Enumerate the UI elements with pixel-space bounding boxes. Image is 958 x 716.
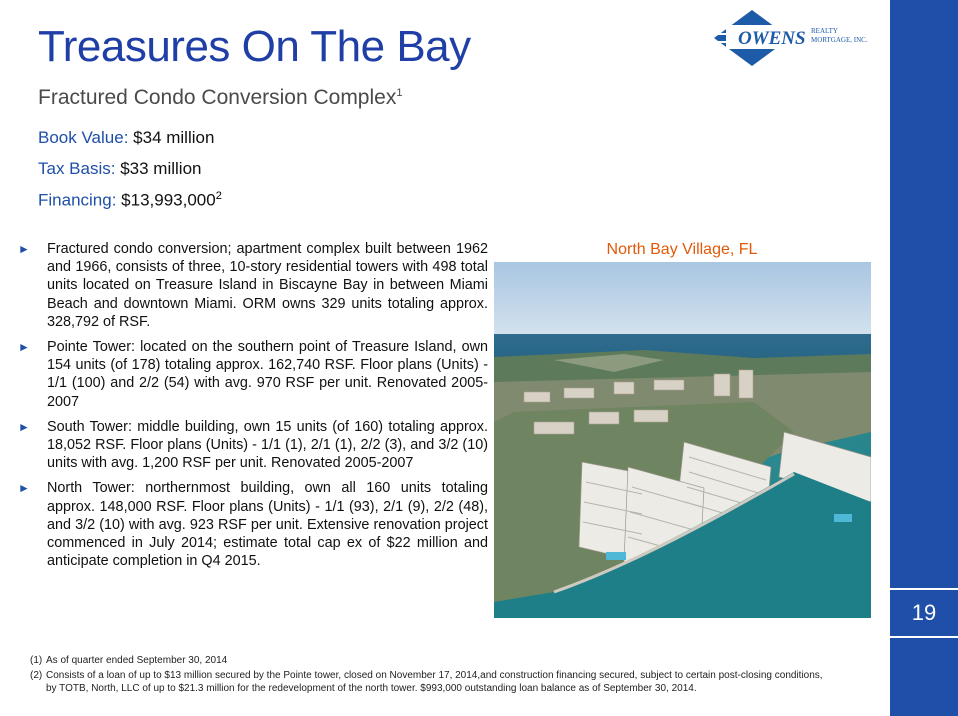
- book-value-label: Book Value:: [38, 128, 129, 147]
- photo-caption: North Bay Village, FL: [606, 241, 758, 258]
- financing-value: $13,993,000: [121, 190, 216, 210]
- logo-tagline-2: MORTGAGE, INC.: [811, 36, 868, 44]
- aerial-photo: [494, 262, 871, 618]
- tax-basis-label: Tax Basis:: [38, 159, 116, 178]
- bullet-item: ► Pointe Tower: located on the southern point of Treasure Island, own 154 units (of 178) totaling approx. 162,740 RSF. Floor plans (Units) - 1/1 (100) and 2/2 (54) with avg. 970 RSF per unit. Renovated 2005-2007: [18, 339, 488, 410]
- tax-basis-line: [38, 159, 201, 179]
- page-subtitle: Fractured Condo Conversion Complex$^1$: [38, 86, 403, 109]
- triangle-right-icon: ►: [18, 481, 30, 496]
- triangle-right-icon: ►: [18, 340, 30, 355]
- bullet-list: [18, 240, 488, 577]
- financing-label: Financing:: [38, 190, 117, 210]
- footnote-1: (1) As of quarter ended September 30, 2014: [30, 655, 228, 666]
- financing-line: Financing: $13,993,000$^2$: [38, 190, 222, 210]
- bullet-item: ► North Tower: northernmost building, own all 160 units totaling approx. 148,000 RSF. Floor plans (Units) - 1/1 (93), 2/1 (9), 2/2 (48), and 3/2 (10) with avg. 923 RSF per unit. Extensive renovation project commenced in July 2014; estimate total cap ex of $22 million and anticipate completion in Q4 2015.: [18, 480, 488, 570]
- bullet-item: ► South Tower: middle building, own 15 units (of 160) totaling approx. 18,052 RSF. Floor plans (Units) - 1/1 (1), 2/1 (1), 2/2 (3), and 3/2 (10) units with avg. 1,200 RSF per unit. Renovated 2005-2007: [18, 418, 488, 472]
- page-number: 19: [890, 588, 958, 638]
- owens-logo: [686, 6, 886, 70]
- triangle-right-icon: ►: [18, 242, 30, 256]
- book-value-value: $34 million: [133, 128, 215, 147]
- page-title: Treasures On The Bay: [38, 22, 471, 71]
- footnotes: [30, 654, 830, 697]
- tax-basis-value: $33 million: [120, 159, 202, 178]
- bullet-item: ► Fractured condo conversion; apartment complex built between 1962 and 1966, consists of three, 10-story residential towers with 498 total units located on Treasure Island in Biscayne Bay in between Miami Beach and downtown Miami. ORM owns 329 units totaling approx. 328,792 of RSF.: [18, 241, 488, 330]
- logo-wordmark: OWENS: [738, 28, 806, 49]
- book-value-line: [38, 128, 214, 148]
- footnote-2: (2) Consists of a loan of up to $13 million secured by the Pointe tower, closed on November 17, 2014,and construction financing secured, subject to certain post-closing conditions, by TOTB, North, LLC of up to $21.3 million for the redevelopment of the north tower. $993,000 outstanding loan balance as of September 30, 2014.: [30, 670, 823, 694]
- logo-tagline-1: REALTY: [811, 27, 838, 35]
- triangle-right-icon: ►: [18, 419, 30, 434]
